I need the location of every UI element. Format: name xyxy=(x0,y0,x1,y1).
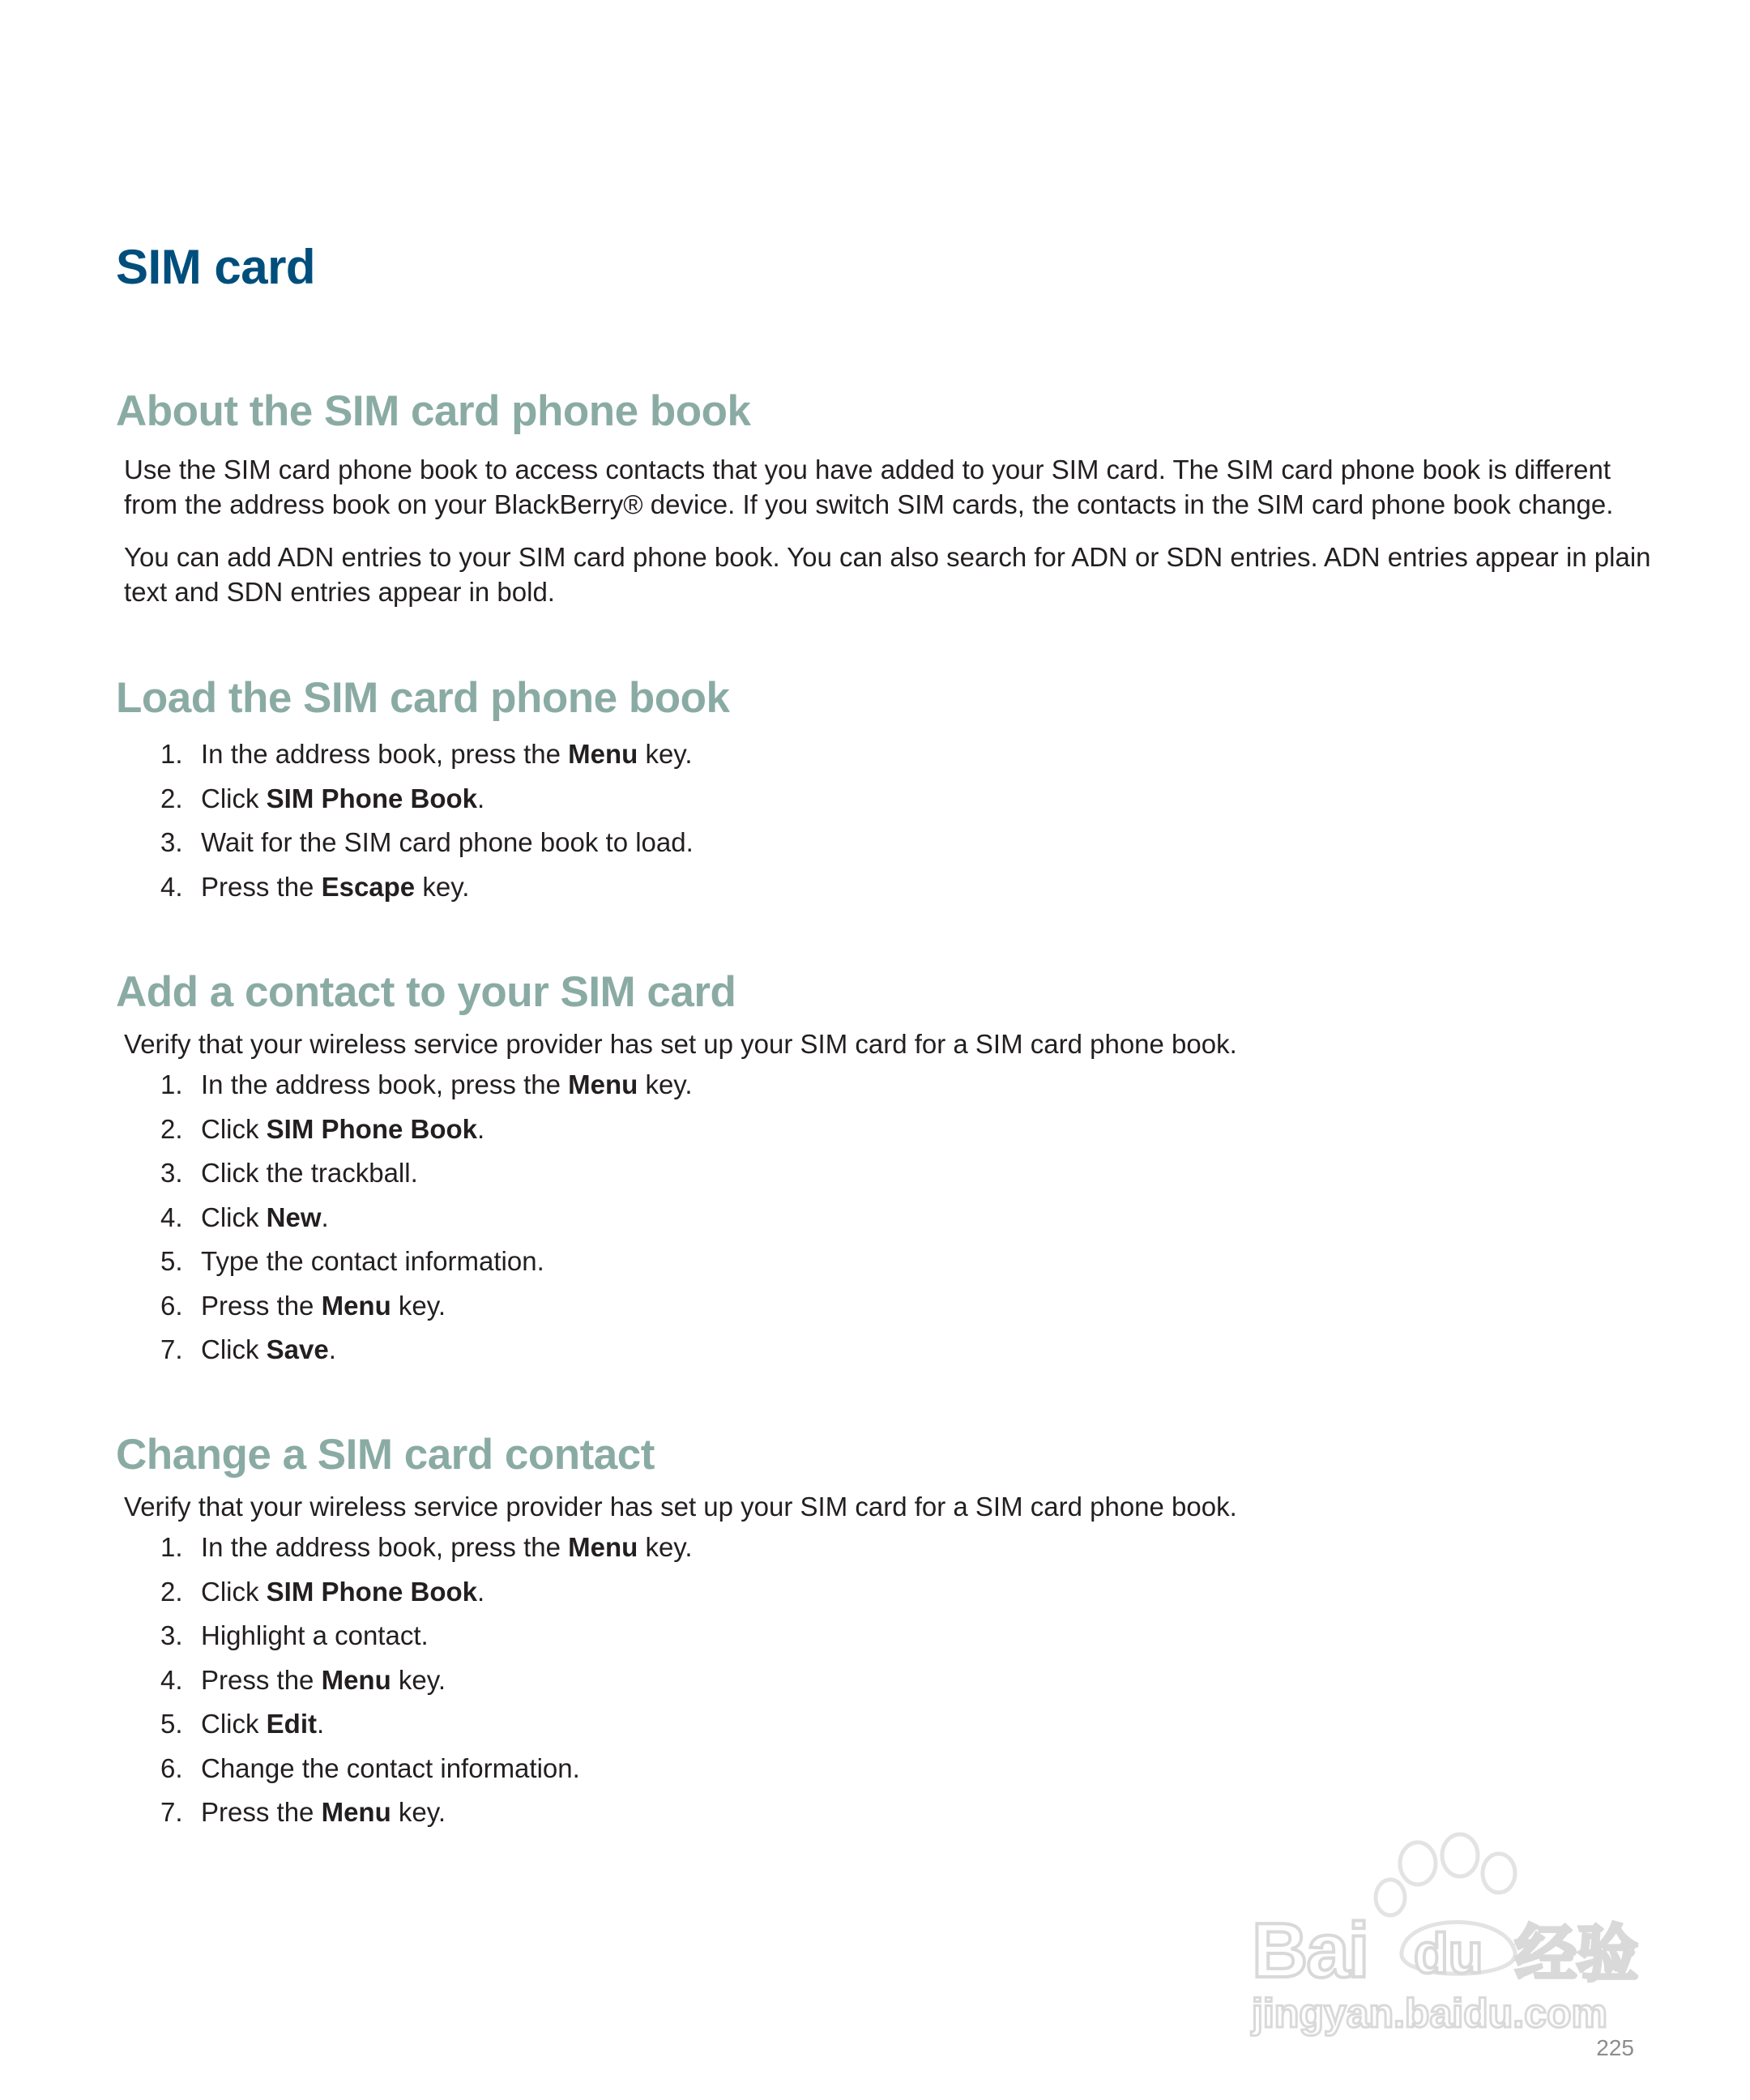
step-list xyxy=(116,1063,1655,1372)
step-text-end: . xyxy=(317,1709,325,1739)
step-text: Press the xyxy=(201,871,322,902)
step-key-label: Menu xyxy=(568,1069,638,1099)
list-item xyxy=(116,732,1655,777)
step-key-label: New xyxy=(266,1202,322,1232)
step-key-label: Save xyxy=(266,1334,329,1364)
step-number: 1. xyxy=(160,1069,183,1099)
svg-text:Bai: Bai xyxy=(1252,1907,1368,1994)
step-key-label: Menu xyxy=(321,1664,391,1695)
step-number: 5. xyxy=(160,1709,183,1739)
step-text: Click xyxy=(201,1709,267,1739)
step-text-end: key. xyxy=(391,1290,446,1321)
step-number: 6. xyxy=(160,1290,183,1321)
section-heading: Load the SIM card phone book xyxy=(116,674,730,722)
step-text: Press the xyxy=(201,1664,322,1695)
list-item xyxy=(116,1151,1655,1196)
section-intro: Verify that your wireless service provider has set up your SIM card for a SIM card phone book. xyxy=(124,1492,1237,1522)
step-text-end: key. xyxy=(415,871,470,902)
paragraph: You can add ADN entries to your SIM card phone book. You can also search for ADN or SDN entries. ADN entries appear in plain text and SDN entries appear in bold. xyxy=(124,542,1651,607)
section-add-contact xyxy=(116,963,1655,1372)
step-key-label: Escape xyxy=(321,871,416,902)
list-item xyxy=(116,1526,1655,1570)
step-number: 4. xyxy=(160,1664,183,1695)
step-key-label: Menu xyxy=(568,739,638,769)
section-change-contact xyxy=(116,1426,1655,1835)
step-text: Click xyxy=(201,783,267,813)
list-item xyxy=(116,1570,1655,1615)
svg-text:jingyan.baidu.com: jingyan.baidu.com xyxy=(1252,1991,1607,2036)
step-number: 4. xyxy=(160,1202,183,1232)
list-item xyxy=(116,821,1655,865)
step-text: Change the contact information. xyxy=(201,1752,580,1783)
step-number: 5. xyxy=(160,1246,183,1276)
list-item xyxy=(116,1328,1655,1372)
step-text: Click xyxy=(201,1202,267,1232)
step-text: Type the contact information. xyxy=(201,1246,544,1276)
step-text-end: . xyxy=(328,1334,336,1364)
step-number: 2. xyxy=(160,1576,183,1607)
step-number: 2. xyxy=(160,1113,183,1144)
section-about-sim-phone-book xyxy=(116,382,1655,609)
step-text: Highlight a contact. xyxy=(201,1620,429,1650)
step-text: Click the trackball. xyxy=(201,1158,418,1188)
step-number: 7. xyxy=(160,1334,183,1364)
step-text-end: key. xyxy=(391,1664,446,1695)
step-number: 3. xyxy=(160,1158,183,1188)
step-text-end: . xyxy=(477,1113,485,1144)
svg-text:du: du xyxy=(1414,1922,1483,1985)
step-key-label: Menu xyxy=(321,1797,391,1827)
step-number: 1. xyxy=(160,1532,183,1562)
chapter-title: SIM card xyxy=(116,240,316,294)
svg-text:经验: 经验 xyxy=(1515,1918,1638,1990)
step-text: In the address book, press the xyxy=(201,1069,569,1099)
section-heading: Change a SIM card contact xyxy=(116,1431,655,1479)
list-item xyxy=(116,1108,1655,1152)
step-number: 7. xyxy=(160,1797,183,1827)
step-text-end: . xyxy=(477,1576,485,1607)
section-heading: About the SIM card phone book xyxy=(116,387,751,435)
list-item xyxy=(116,1658,1655,1703)
step-text-end: key. xyxy=(638,1532,693,1562)
page-number: 225 xyxy=(1596,2035,1634,2060)
list-item xyxy=(116,777,1655,822)
step-key-label: SIM Phone Book xyxy=(266,783,478,813)
list-item xyxy=(116,1614,1655,1658)
list-item xyxy=(116,865,1655,910)
step-text: In the address book, press the xyxy=(201,1532,569,1562)
step-text: In the address book, press the xyxy=(201,739,569,769)
step-text: Click xyxy=(201,1334,267,1364)
step-number: 4. xyxy=(160,871,183,902)
step-text-end: . xyxy=(321,1202,329,1232)
step-text: Press the xyxy=(201,1797,322,1827)
step-text: Click xyxy=(201,1576,267,1607)
list-item xyxy=(116,1240,1655,1284)
section-heading: Add a contact to your SIM card xyxy=(116,968,736,1016)
step-text-end: . xyxy=(477,783,485,813)
paragraph: Use the SIM card phone book to access contacts that you have added to your SIM card. The SIM card phone book is different from the address book on your BlackBerry® device. If you switch SIM cards, the contacts in the SIM card phone book change. xyxy=(124,455,1614,519)
step-number: 2. xyxy=(160,783,183,813)
list-item xyxy=(116,1791,1655,1835)
step-text: Wait for the SIM card phone book to load. xyxy=(201,827,694,857)
step-key-label: Edit xyxy=(266,1709,317,1739)
step-text-end: key. xyxy=(391,1797,446,1827)
section-load-phone-book xyxy=(116,669,1655,909)
step-list xyxy=(116,1526,1655,1835)
list-item xyxy=(116,1196,1655,1240)
step-number: 6. xyxy=(160,1752,183,1783)
list-item xyxy=(116,1747,1655,1791)
list-item xyxy=(116,1284,1655,1329)
step-key-label: Menu xyxy=(321,1290,391,1321)
list-item xyxy=(116,1702,1655,1747)
step-text: Click xyxy=(201,1113,267,1144)
step-text-end: key. xyxy=(638,739,693,769)
step-number: 1. xyxy=(160,739,183,769)
step-key-label: SIM Phone Book xyxy=(266,1576,478,1607)
step-key-label: Menu xyxy=(568,1532,638,1562)
baidu-watermark-logo xyxy=(1248,1831,1669,2042)
list-item xyxy=(116,1063,1655,1108)
step-text: Press the xyxy=(201,1290,322,1321)
step-text-end: key. xyxy=(638,1069,693,1099)
section-intro: Verify that your wireless service provider has set up your SIM card for a SIM card phone book. xyxy=(124,1029,1237,1059)
step-key-label: SIM Phone Book xyxy=(266,1113,478,1144)
step-number: 3. xyxy=(160,1620,183,1650)
step-number: 3. xyxy=(160,827,183,857)
step-list xyxy=(116,732,1655,909)
